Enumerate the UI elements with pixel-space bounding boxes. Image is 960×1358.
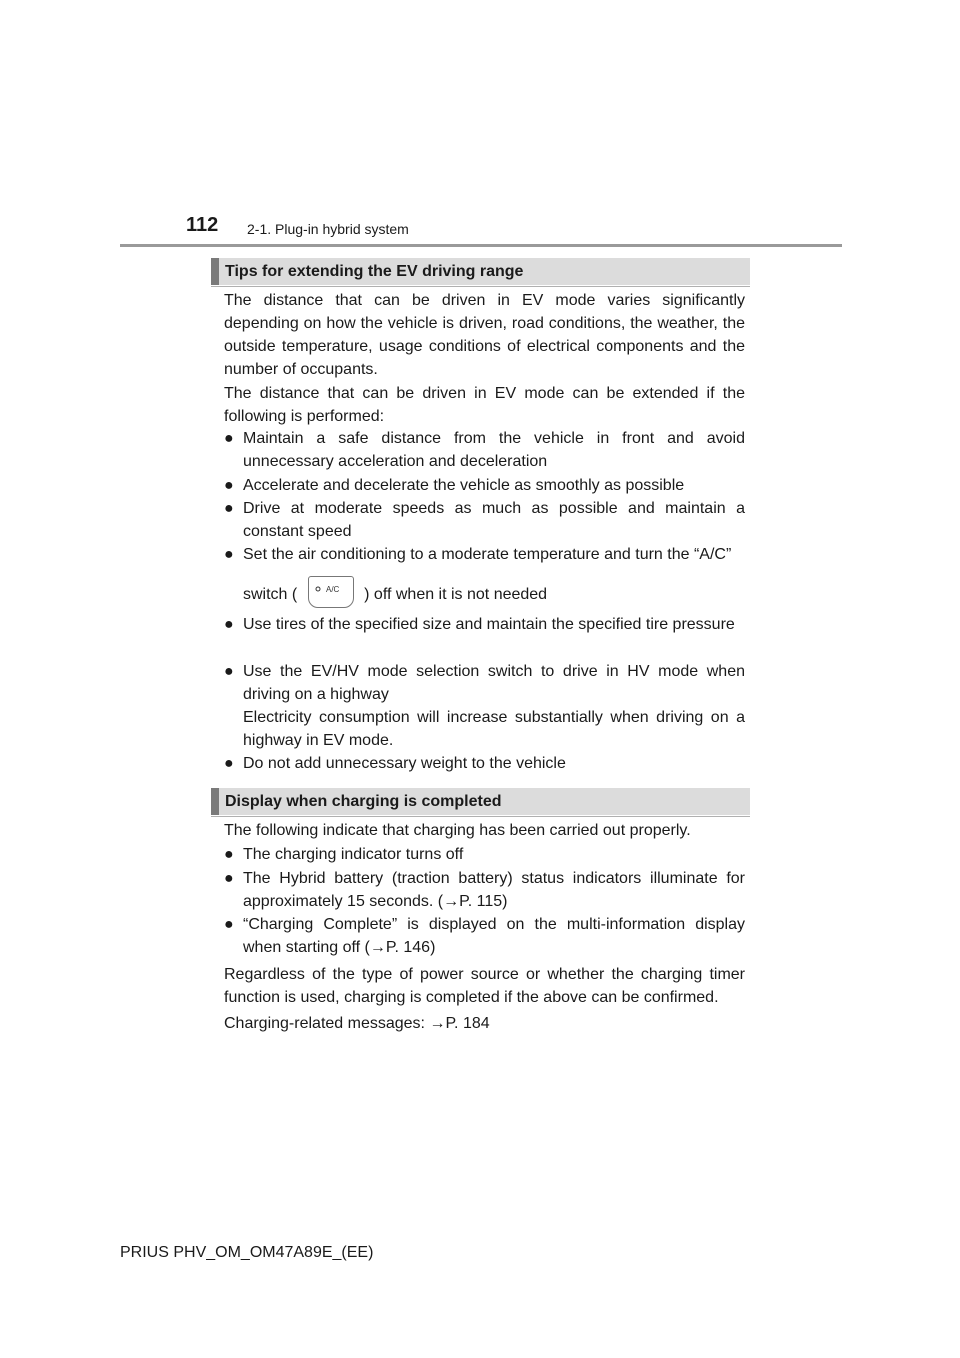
highway-note: Electricity consumption will increase substantially when driving on a highway in EV mode. <box>243 709 745 749</box>
bullet-icon: ● <box>224 500 234 517</box>
page-header <box>0 0 960 250</box>
paragraph-ev-extend: The distance that can be driven in EV mode can be extended if the following is performed: <box>224 385 745 425</box>
list-item-text: Maintain a safe distance from the vehicle in front and avoid unnecessary acceleration and deceleration <box>243 430 745 470</box>
list-item <box>224 660 745 752</box>
bullet-icon: ● <box>224 870 234 887</box>
bullet-icon: ● <box>224 916 234 933</box>
ac-switch-line <box>224 582 745 608</box>
bullet-icon: ● <box>224 663 234 680</box>
list-item-text: Accelerate and decelerate the vehicle as smoothly as possible <box>243 477 685 494</box>
bullet-icon: ● <box>224 477 234 494</box>
list-item-text: Set the air conditioning to a moderate temperature and turn the “A/C” <box>243 546 732 563</box>
section-heading-ev-range: Tips for extending the EV driving range <box>211 258 750 285</box>
ac-button-label: A/C <box>325 585 340 594</box>
bullet-icon: ● <box>224 546 234 563</box>
section-label: 2-1. Plug-in hybrid system <box>247 221 409 237</box>
list-item <box>224 867 745 913</box>
bullet-icon: ● <box>224 755 234 772</box>
section-heading-charging-complete: Display when charging is completed <box>211 788 750 815</box>
list-item-text: Use tires of the specified size and maintain the specified tire pressure <box>243 616 735 633</box>
header-divider <box>120 244 842 247</box>
ac-line-after: ) off when it is not needed <box>364 586 548 604</box>
list-item <box>224 613 745 636</box>
list-item-text: Use the EV/HV mode selection switch to drive in HV mode when driving on a highway <box>243 663 745 703</box>
list-item <box>224 913 745 959</box>
page-number: 112 <box>186 214 219 236</box>
list-item-text: Do not add unnecessary weight to the vehicle <box>243 755 566 772</box>
list-item-text: “Charging Complete” is displayed on the multi-information display when starting off (→P. 146) <box>243 916 745 956</box>
list-item-text: The charging indicator turns off <box>243 846 464 863</box>
list-item <box>224 497 745 543</box>
list-item-text: Drive at moderate speeds as much as possible and maintain a constant speed <box>243 500 745 540</box>
paragraph-charging-regardless: Regardless of the type of power source or whether the charging timer function is used, charging is completed if the above can be confirmed. <box>224 966 745 1006</box>
list-item <box>224 843 745 866</box>
list-item <box>224 543 745 566</box>
ac-switch-icon <box>308 576 354 608</box>
list-item <box>224 474 745 497</box>
document-code: PRIUS PHV_OM_OM47A89E_(EE) <box>120 1244 374 1261</box>
list-item-text: The Hybrid battery (traction battery) status indicators illuminate for approximately 15 seconds. (→P. 115) <box>243 870 745 910</box>
list-item <box>224 427 745 473</box>
paragraph-ev-distance: The distance that can be driven in EV mode varies significantly depending on how the vehicle is driven, road conditions, the weather, the outside temperature, usage conditions of electrical components and the number of occupants. <box>224 292 745 378</box>
charging-messages-reference: Charging-related messages: →P. 184 <box>224 1015 490 1032</box>
ac-line-before: switch ( <box>243 586 298 604</box>
paragraph-charging-intro: The following indicate that charging has been carried out properly. <box>224 822 691 839</box>
bullet-icon: ● <box>224 846 234 863</box>
bullet-icon: ● <box>224 430 234 447</box>
bullet-icon: ● <box>224 616 234 633</box>
list-item <box>224 752 745 775</box>
